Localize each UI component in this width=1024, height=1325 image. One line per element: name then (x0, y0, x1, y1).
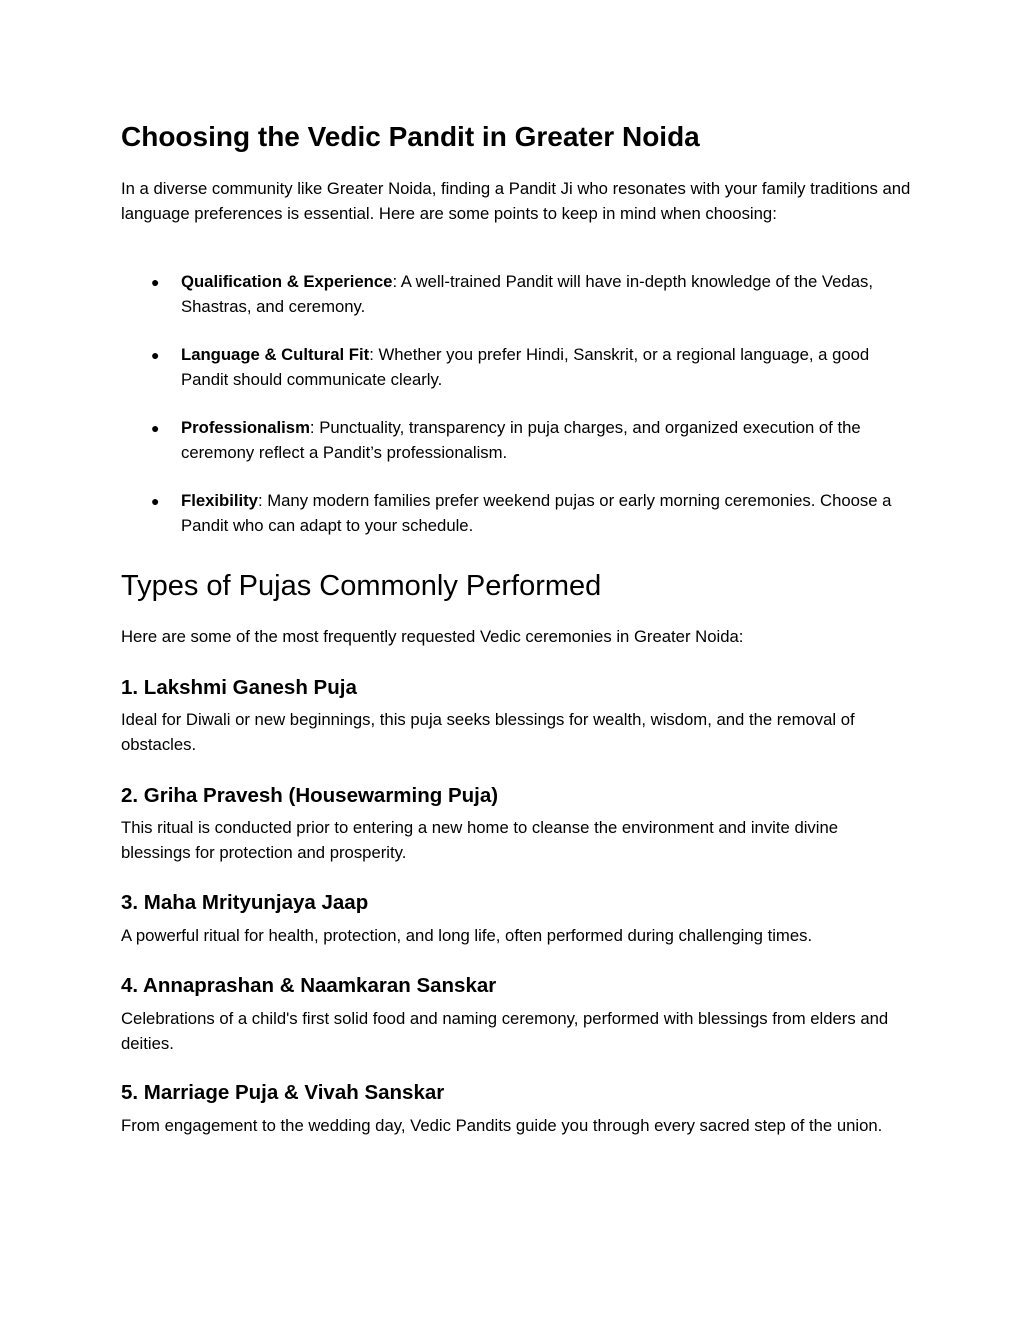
bullet-icon: ● (151, 420, 160, 436)
bullet-icon: ● (151, 493, 160, 509)
bullet-term: Flexibility (181, 491, 258, 510)
puja-title: 3. Maha Mrityunjaya Jaap (121, 891, 369, 914)
bullet-term: Professionalism (181, 418, 310, 437)
puja-title: 5. Marriage Puja & Vivah Sanskar (121, 1081, 445, 1104)
section-heading-choosing-pandit: Choosing the Vedic Pandit in Greater Noida (121, 121, 700, 152)
puja-description: Celebrations of a child's first solid food and naming ceremony, performed with blessings from elders and deities. (121, 1009, 889, 1053)
section-intro-choosing-pandit: In a diverse community like Greater Noida, finding a Pandit Ji who resonates with your family traditions and language preferences is essential. Here are some points to keep in mind when choosing: (121, 179, 911, 223)
puja-description: A powerful ritual for health, protection, and long life, often performed during challenging times. (121, 926, 813, 945)
bullet-text: : Many modern families prefer weekend pujas or early morning ceremonies. Choose a Pandit who can adapt to your schedule. (181, 491, 892, 535)
puja-description: Ideal for Diwali or new beginnings, this puja seeks blessings for wealth, wisdom, and the removal of obstacles. (121, 710, 855, 754)
bullet-term: Qualification & Experience (181, 272, 393, 291)
bullet-text: : Punctuality, transparency in puja charges, and organized execution of the ceremony reflect a Pandit’s professionalism. (181, 418, 861, 462)
section-intro-types-of-pujas: Here are some of the most frequently requested Vedic ceremonies in Greater Noida: (121, 627, 744, 646)
puja-title: 2. Griha Pravesh (Housewarming Puja) (121, 784, 499, 807)
bullet-text: : Whether you prefer Hindi, Sanskrit, or a regional language, a good Pandit should communicate clearly. (181, 345, 870, 389)
bullet-icon: ● (151, 347, 160, 363)
bullet-term: Language & Cultural Fit (181, 345, 370, 364)
bullet-text: : A well-trained Pandit will have in-depth knowledge of the Vedas, Shastras, and ceremony. (181, 272, 873, 316)
puja-title: 1. Lakshmi Ganesh Puja (121, 676, 357, 699)
bullet-icon: ● (151, 274, 160, 290)
section-heading-types-of-pujas: Types of Pujas Commonly Performed (121, 570, 602, 602)
puja-title: 4. Annaprashan & Naamkaran Sanskar (121, 974, 497, 997)
puja-description: This ritual is conducted prior to entering a new home to cleanse the environment and invite divine blessings for protection and prosperity. (121, 818, 839, 862)
puja-description: From engagement to the wedding day, Vedic Pandits guide you through every sacred step of the union. (121, 1116, 883, 1135)
